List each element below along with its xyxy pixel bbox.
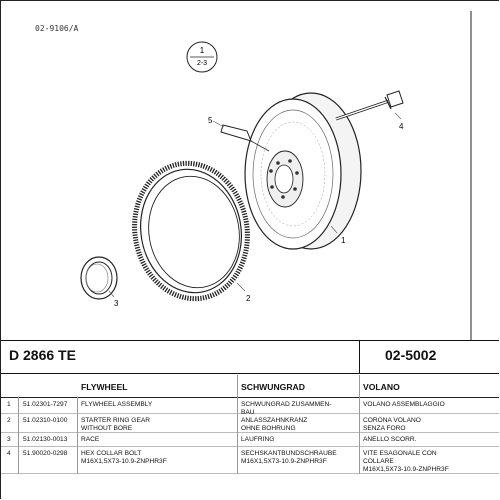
engine-model: D 2866 TE xyxy=(9,347,76,363)
description-german: SECHSKANTBUNDSCHRAUBE M16X1,5X73-10.9-ZNPHR3F xyxy=(241,450,337,465)
exploded-view-drawing xyxy=(1,1,500,341)
table-row xyxy=(1,447,499,474)
description-english: HEX COLLAR BOLT M16X1,5X73-10.9-ZNPHR3F xyxy=(81,450,167,465)
row-index: 2 xyxy=(7,417,11,424)
race-ring-part xyxy=(81,257,117,299)
callout-1: 1 xyxy=(341,236,346,245)
table-row xyxy=(1,398,499,414)
row-index: 3 xyxy=(7,436,11,443)
starter-ring-gear-part xyxy=(124,154,258,307)
title-bar xyxy=(1,340,499,374)
description-italian: CORONA VOLANO SENZA FORO xyxy=(363,417,421,432)
description-italian: VOLANO ASSEMBLAGGIO xyxy=(363,401,445,408)
part-number: 51.90020-0298 xyxy=(23,450,68,457)
parts-table xyxy=(1,375,499,474)
row-index: 4 xyxy=(7,450,11,457)
column-separator xyxy=(359,375,360,474)
table-body xyxy=(1,398,499,474)
description-english: STARTER RING GEAR WITHOUT BORE xyxy=(81,417,150,432)
row-index: 1 xyxy=(7,401,11,408)
description-german: SCHWUNGRAD ZUSAMMEN- BAU xyxy=(241,401,332,416)
circle-reference-marker xyxy=(187,42,217,72)
callout-5: 5 xyxy=(208,116,213,125)
section-number: 02-5002 xyxy=(385,347,437,363)
description-italian: ANELLO SCORR. xyxy=(363,436,417,443)
column-separator xyxy=(18,397,19,474)
callout-3: 3 xyxy=(114,299,119,308)
description-german: LAUFRING xyxy=(241,436,275,443)
part-number: 51.02130-0013 xyxy=(23,436,68,443)
header-english: FLYWHEEL xyxy=(81,382,128,392)
table-row xyxy=(1,414,499,433)
callout-4: 4 xyxy=(399,122,404,131)
header-italian: VOLANO xyxy=(363,382,400,392)
table-row xyxy=(1,433,499,447)
description-english: FLYWHEEL ASSEMBLY xyxy=(81,401,153,408)
column-separator xyxy=(237,375,238,474)
circle-ref-top: 1 xyxy=(199,46,205,55)
header-german: SCHWUNGRAD xyxy=(241,382,305,392)
description-english: RACE xyxy=(81,436,100,443)
drawing-ref-code: 02-9106/A xyxy=(35,24,79,33)
description-german: ANLASSZAHNKRANZ OHNE BOHRUNG xyxy=(241,417,308,432)
description-italian: VITE ESAGONALE CON COLLARE M16X1,5X73-10.9-ZNPHR3F xyxy=(363,450,449,473)
column-separator xyxy=(77,397,78,474)
part-number: 51.02310-0100 xyxy=(23,417,68,424)
callout-2: 2 xyxy=(246,294,251,303)
hex-collar-bolt-part xyxy=(336,91,403,119)
circle-ref-bottom: 2-3 xyxy=(196,60,208,67)
part-number: 51.02301-7297 xyxy=(23,401,68,408)
table-header xyxy=(1,375,499,398)
exploded-view-svg xyxy=(1,1,500,341)
title-divider xyxy=(359,341,360,373)
